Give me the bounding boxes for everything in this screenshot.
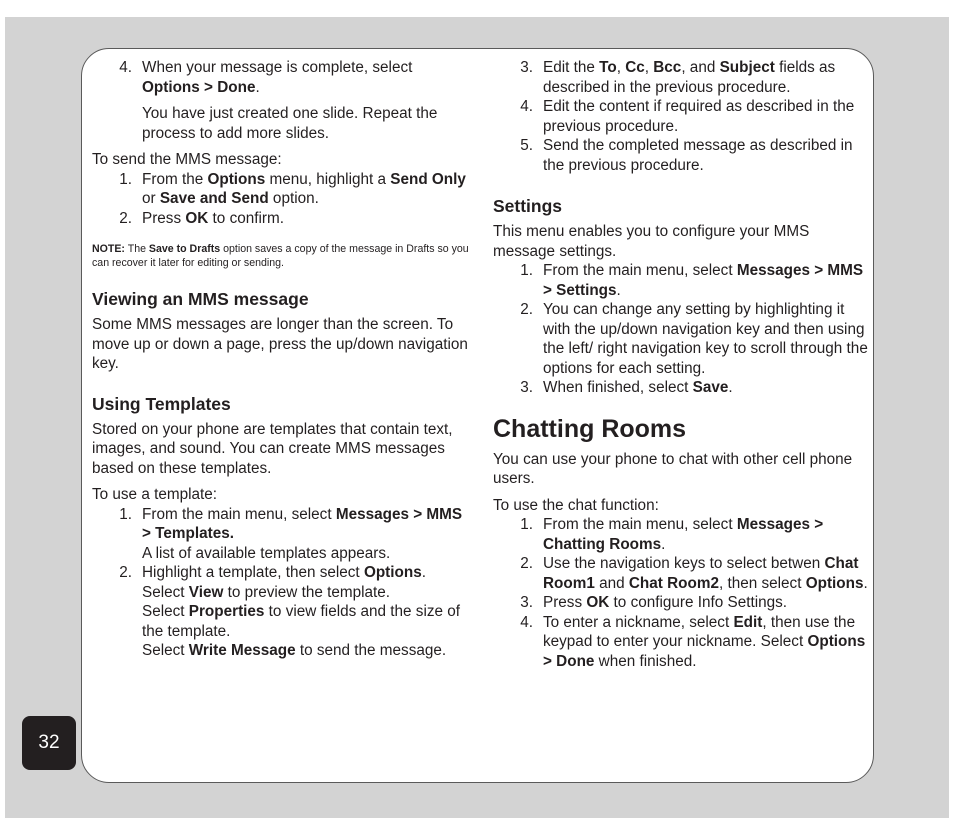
template-step-1: 1. From the main menu, select Messages > MMS > Templates. A list of available templates appears. <box>119 505 463 562</box>
templates-intro: To use a template: <box>92 486 217 503</box>
right-column <box>493 58 873 671</box>
viewing-text: Some MMS messages are longer than the screen. To move up or down a page, press the up/down navigation key. <box>92 316 468 372</box>
left-column <box>92 58 472 661</box>
chat-step-4: 4. To enter a nickname, select Edit, then use the keypad to enter your nickname. Select Options > Done when finished. <box>520 613 866 670</box>
step-4-note: You have just created one slide. Repeat the process to add more slides. <box>142 105 438 142</box>
edit-step-4: 4. Edit the content if required as described in the previous procedure. <box>520 98 855 135</box>
chat-step-2: 2. Use the navigation keys to select betwen Chat Room1 and Chat Room2, then select Options. <box>520 555 868 592</box>
send-intro: To send the MMS message: <box>92 151 282 168</box>
edit-step-5: 5. Send the completed message as described in the previous procedure. <box>520 137 853 174</box>
settings-heading: Settings <box>493 196 563 216</box>
send-step-1: 1. From the Options menu, highlight a Send Only or Save and Send option. <box>119 170 466 207</box>
chat-step-1: 1. From the main menu, select Messages > Chatting Rooms. <box>520 516 824 553</box>
settings-step-1: 1. From the main menu, select Messages > MMS > Settings. <box>520 262 864 299</box>
settings-step-3: 3. When finished, select Save. <box>520 379 733 396</box>
templates-heading: Using Templates <box>92 393 231 414</box>
page-number: 32 <box>22 716 76 770</box>
chat-step-3: 3. Press OK to configure Info Settings. <box>520 594 788 611</box>
edit-step-3: 3. Edit the To, Cc, Bcc, and Subject fields as described in the previous procedure. <box>520 59 836 96</box>
chat-heading: Chatting Rooms <box>493 414 687 443</box>
chat-intro: To use the chat function: <box>493 496 659 514</box>
viewing-heading: Viewing an MMS message <box>92 289 309 309</box>
templates-text: Stored on your phone are templates that contain text, images, and sound. You can create MMS messages based on these templates. <box>92 420 453 477</box>
drafts-note: NOTE: The Save to Drafts option saves a copy of the message in Drafts so you can recover it later for editing or sending. <box>92 243 469 269</box>
send-step-2: 2. Press OK to confirm. <box>119 209 284 227</box>
chat-text: You can use your phone to chat with other cell phone users. <box>493 450 853 487</box>
settings-step-2: 2. You can change any setting by highlighting it with the up/down navigation key and then using the left/ right navigation key to scroll through the options for each setting. <box>520 301 868 377</box>
step-4: 4. When your message is complete, select Options > Done. You have just created one slide. Repeat the process to add more slides. <box>92 58 472 143</box>
template-step-2: 2. Highlight a template, then select Options. Select View to preview the template. Select Properties to view fields and the size of the template. Select Write Message to send the message. <box>119 564 461 659</box>
settings-text: This menu enables you to configure your MMS message settings. <box>493 223 810 260</box>
